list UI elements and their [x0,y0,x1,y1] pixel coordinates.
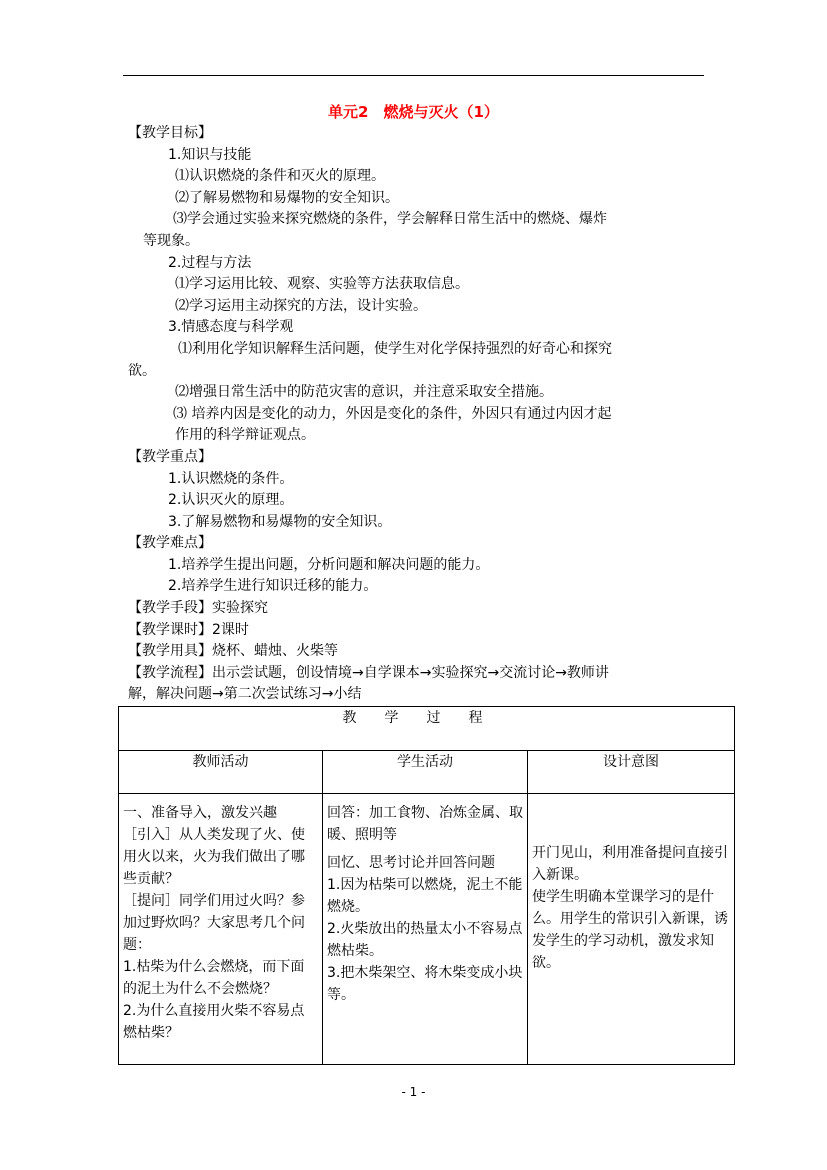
teacher-line: 一、准备导入，激发兴趣 [123,805,277,821]
design-line: 开门见山，利用准备提问直接引入新课。 [532,845,728,883]
student-line: 回答：加工食物、冶炼金属、取暖、照明等 [327,805,523,843]
teacher-line: 2.为什么直接用火柴不容易点燃枯柴？ [123,1003,305,1041]
text-line: 解，解决问题→第二次尝试练习→小结 [128,686,362,703]
text-line: 3.情感态度与科学观 [168,319,294,336]
text-line: 1.知识与技能 [168,146,252,163]
text-line: ⑴认识燃烧的条件和灭火的原理。 [175,168,385,185]
text-line: 2.培养学生进行知识迁移的能力。 [168,578,378,595]
text-line: ⑶ 培养内因是变化的动力，外因是变化的条件，外因只有通过内因才起 [173,405,612,422]
text-line: 3.了解易燃物和易爆物的安全知识。 [168,513,392,530]
text-line: 【教学用具】烧杯、蜡烛、火柴等 [128,643,338,660]
text-line: ⑵学习运用主动探究的方法，设计实验。 [175,297,427,314]
student-line: 3.把木柴架空、将木柴变成小块等。 [327,965,523,1003]
design-intent-cell [528,794,735,1065]
header-rule [123,75,704,76]
text-line: 【教学手段】实验探究 [128,600,268,617]
student-activity-cell [323,794,528,1065]
text-line: 1.培养学生提出问题，分析问题和解决问题的能力。 [168,556,490,573]
column-header-student: 学生活动 [323,751,528,794]
text-line: 欲。 [128,362,156,379]
teacher-line: ［提问］同学们用过火吗？参加过野炊吗？大家思考几个问题： [123,893,305,953]
lesson-plan-body [128,123,708,706]
teacher-activity-cell [119,794,323,1065]
text-line: 等现象。 [143,232,199,249]
student-line: 1.因为枯柴可以燃烧，泥土不能燃烧。 [327,877,523,915]
table-header: 教学过程 [119,707,735,751]
teacher-line: 1.枯柴为什么会燃烧，而下面的泥土为什么不会燃烧？ [123,959,305,997]
text-line: ⑵了解易燃物和易爆物的安全知识。 [175,189,399,206]
text-line: 2.认识灭火的原理。 [168,492,294,509]
column-header-teacher: 教师活动 [119,751,323,794]
text-line: 【教学流程】出示尝试题，创设情境→自学课本→实验探究→交流讨论→教师讲 [128,664,609,681]
text-line: 2.过程与方法 [168,254,252,271]
student-line: 回忆、思考讨论并回答问题 [327,855,495,871]
text-line: 【教学重点】 [128,448,212,465]
text-line: 作用的科学辩证观点。 [175,427,315,444]
column-header-design: 设计意图 [528,751,735,794]
text-line: ⑵增强日常生活中的防范灾害的意识，并注意采取安全措施。 [175,384,553,401]
teaching-process-table [118,706,735,1065]
text-line: 1.认识燃烧的条件。 [168,470,294,487]
design-line: 使学生明确本堂课学习的是什么。用学生的常识引入新课，诱发学生的学习动机，激发求知欲。 [532,889,728,971]
text-line: 【教学难点】 [128,535,212,552]
text-line: 【教学目标】 [128,125,212,141]
student-line: 2.火柴放出的热量太小不容易点燃枯柴。 [327,921,523,959]
text-line: ⑶学会通过实验来探究燃烧的条件，学会解释日常生活中的燃烧、爆炸 [173,211,607,228]
text-line: ⑴学习运用比较、观察、实验等方法获取信息。 [175,276,469,293]
text-line: ⑴利用化学知识解释生活问题，使学生对化学保持强烈的好奇心和探究 [178,340,612,357]
document-title: 单元2 燃烧与灭火（1） [328,103,499,121]
page-number: - 1 - [401,1085,426,1099]
text-line: 【教学课时】2课时 [128,621,249,638]
teacher-line: ［引入］从人类发现了火、使用火以来，火为我们做出了哪些贡献？ [123,827,305,887]
